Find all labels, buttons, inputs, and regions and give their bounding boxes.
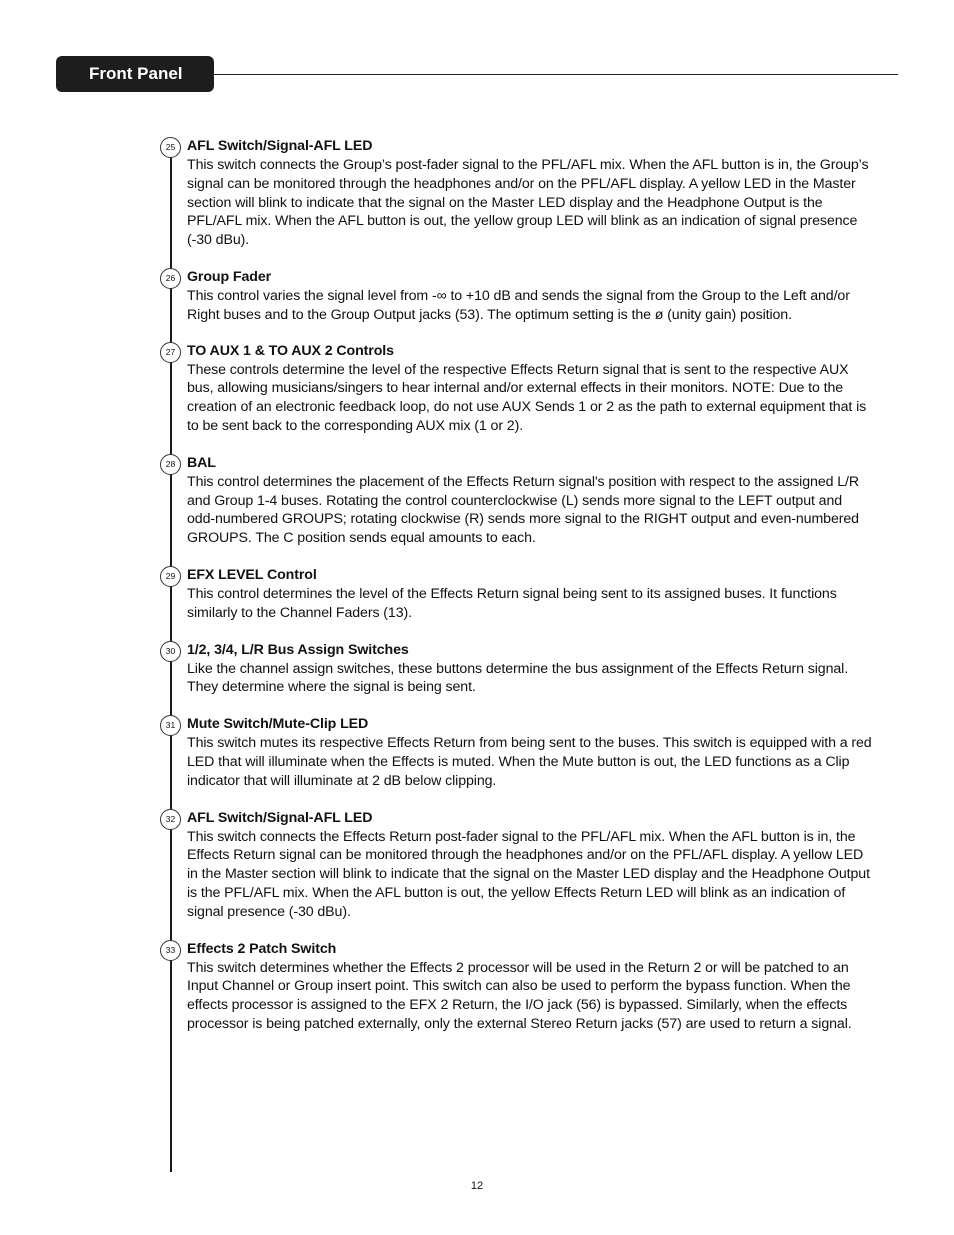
section-26: [165, 268, 872, 325]
callout-number-32: 32: [160, 809, 181, 830]
section-title: BAL: [187, 454, 216, 471]
section-header-title: Front Panel: [89, 64, 183, 83]
section-body: These controls determine the level of the respective Effects Return signal that is sent to the respective AUX bus, allowing musicians/singers to hear internal and/or external effects in their monitors. NOTE: Due to the creation of an electronic feedback loop, do not use AUX Sends 1 or 2 as the path to external equipment that is to be sent back to the corresponding AUX mix (1 or 2).: [187, 361, 867, 434]
section-25: [165, 137, 872, 250]
section-title: AFL Switch/Signal-AFL LED: [187, 809, 373, 826]
section-title: Group Fader: [187, 268, 272, 285]
callout-number-31: 31: [160, 715, 181, 736]
section-29: [165, 566, 872, 623]
section-title: 1/2, 3/4, L/R Bus Assign Switches: [187, 641, 409, 658]
section-body: This control varies the signal level from -∞ to +10 dB and sends the signal from the Group to the Left and/or Right buses and to the Group Output jacks (53). The optimum setting is the ø (unity gain) position.: [187, 287, 850, 323]
section-title: EFX LEVEL Control: [187, 566, 317, 583]
section-33: [165, 940, 872, 1034]
page-number: 12: [470, 1180, 484, 1192]
section-body: Like the channel assign switches, these buttons determine the bus assignment of the Effects Return signal. They determine where the signal is being sent.: [187, 660, 849, 696]
section-header-tab: [56, 56, 214, 92]
callout-number-29: 29: [160, 566, 181, 587]
section-31: [165, 715, 872, 790]
section-body: This switch mutes its respective Effects Return from being sent to the buses. This switch is equipped with a red LED that will illuminate when the Effects is muted. When the Mute button is out, the LED functions as a Clip indicator that will illuminate at 2 dB below clipping.: [187, 735, 872, 789]
section-30: [165, 641, 872, 698]
section-title: AFL Switch/Signal-AFL LED: [187, 138, 373, 154]
callout-number-27: 27: [160, 342, 181, 363]
header-rule: [214, 74, 898, 75]
section-title: TO AUX 1 & TO AUX 2 Controls: [187, 342, 394, 359]
section-body: This switch determines whether the Effects 2 processor will be used in the Return 2 or will be patched to an Input Channel or Group insert point. This switch can also be used to perform the bypass function. When the effects processor is assigned to the EFX 2 Return, the I/O jack (56) is bypassed. Similarly, when the effects processor is being patched externally, only the external Stereo Return jacks (57) are used to return a signal.: [187, 959, 852, 1032]
callout-number-28: 28: [160, 454, 181, 475]
section-body: This switch connects the Group’s post-fader signal to the PFL/AFL mix. When the AFL button is in, the Group’s signal can be monitored through the headphones and/or on the PFL/AFL display. A yellow LED in the Master section will blink to indicate that the signal on the Master LED display and the Headphone Output is the PFL/AFL mix. When the AFL button is out, the yellow group LED will blink as an indication of signal presence (-30 dBu).: [187, 157, 869, 249]
callout-number-30: 30: [160, 641, 181, 662]
section-body: This control determines the placement of the Effects Return signal's position with respect to the assigned L/R and Group 1-4 buses. Rotating the control counterclockwise (L) sends more signal to the LEFT output and odd-numbered GROUPS; rotating clockwise (R) sends more signal to the RIGHT output and even-numbered GROUPS. The C position sends equal amounts to each.: [187, 473, 860, 547]
callout-number-33: 33: [160, 940, 181, 961]
section-28: [165, 454, 872, 548]
section-title: Effects 2 Patch Switch: [187, 940, 337, 957]
section-body: This switch connects the Effects Return post-fader signal to the PFL/AFL mix. When the AFL button is in, the Effects Return signal can be monitored through the headphones and/or on the PFL/AFL display. A yellow LED in the Master section will blink to indicate that the signal on the Master LED display and the Headphone Output is the PFL/AFL mix. When the AFL button is out, the yellow Effects Return LED will blink as an indication of signal presence (-30 dBu).: [187, 828, 870, 920]
callout-number-26: 26: [160, 268, 181, 289]
callout-vertical-line: [170, 156, 172, 1172]
callout-number-25: 25: [160, 137, 181, 158]
section-27: [165, 342, 872, 436]
sections-list: [165, 137, 872, 1034]
section-title: Mute Switch/Mute-Clip LED: [187, 716, 369, 733]
section-body: This control determines the level of the Effects Return signal being sent to its assigned buses. It functions similarly to the Channel Faders (13).: [187, 585, 837, 621]
section-32: [165, 809, 872, 922]
